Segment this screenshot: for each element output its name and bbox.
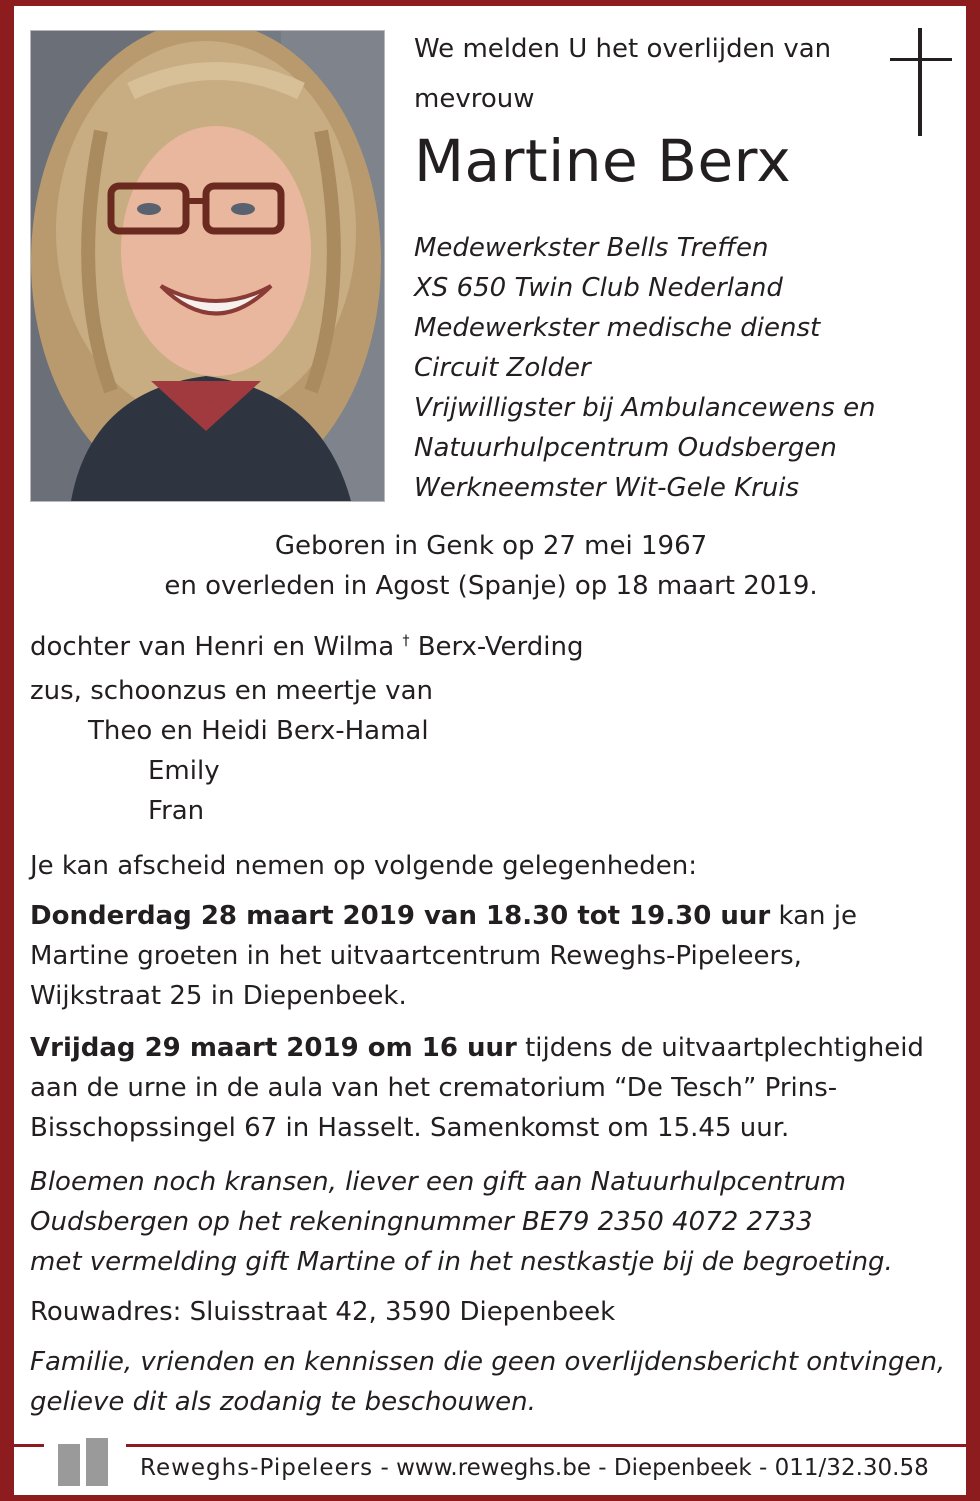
footer-rule-right <box>126 1444 966 1447</box>
farewell-intro: Je kan afscheid nemen op volgende gelegenheden: <box>30 851 697 881</box>
closing-note <box>30 1342 952 1422</box>
footer-separator: - <box>591 1455 614 1481</box>
flowers-line-1: Bloemen noch kransen, liever een gift aan Natuurhulpcentrum <box>30 1167 846 1197</box>
footer-text <box>140 1452 929 1484</box>
closing-line-1: Familie, vrienden en kennissen die geen overlijdensbericht ontvingen, <box>30 1347 946 1377</box>
deceased-mark: † <box>402 633 410 649</box>
roles-list <box>414 228 876 508</box>
role-item: Vrijwilligster bij Ambulancewens en <box>414 393 876 423</box>
event-2-text: tijdens de uitvaartplechtigheid <box>516 1033 924 1063</box>
role-item: Medewerkster medische dienst <box>414 313 821 343</box>
daughter-line <box>30 621 952 667</box>
frame-top <box>0 0 980 6</box>
footer-rule-left <box>14 1444 44 1447</box>
farewell-event-1 <box>30 896 952 1016</box>
role-item: Natuurhulpcentrum Oudsbergen <box>414 433 837 463</box>
footer-city: Diepenbeek <box>613 1455 752 1481</box>
announcement-intro <box>414 24 831 124</box>
pillar-logo-icon <box>58 1438 114 1486</box>
mourning-address: Rouwadres: Sluisstraat 42, 3590 Diepenbeek <box>30 1297 616 1327</box>
birth-line: Geboren in Genk op 27 mei 1967 <box>274 531 708 561</box>
daughter-prefix: dochter van Henri en Wilma <box>30 632 395 662</box>
relative-item: Emily <box>148 756 220 786</box>
intro-line-1: We melden U het overlijden van <box>414 34 832 64</box>
frame-right <box>966 0 980 1501</box>
event-2-line-3: Bisschopssingel 67 in Hasselt. Samenkomst om 15.45 uur. <box>30 1113 790 1143</box>
role-item: Circuit Zolder <box>414 353 591 383</box>
death-line: en overleden in Agost (Spanje) op 18 maart 2019. <box>164 571 818 601</box>
intro-line-2: mevrouw <box>414 84 535 114</box>
flowers-line-3: met vermelding gift Martine of in het nestkastje bij de begroeting. <box>30 1247 893 1277</box>
event-1-datetime: Donderdag 28 maart 2019 van 18.30 tot 19.30 uur <box>30 901 771 931</box>
relative-item: Fran <box>148 796 205 826</box>
portrait-photo <box>30 30 385 502</box>
deceased-name: Martine Berx <box>414 127 792 195</box>
footer-separator: - <box>373 1455 397 1481</box>
role-item: Medewerkster Bells Treffen <box>414 233 769 263</box>
flowers-line-2: Oudsbergen op het rekeningnummer BE79 2350 4072 2733 <box>30 1207 813 1237</box>
sister-line: zus, schoonzus en meertje van <box>30 676 433 706</box>
relative-item: Theo en Heidi Berx-Hamal <box>88 716 429 746</box>
role-item: Werkneemster Wit-Gele Kruis <box>414 473 800 503</box>
event-1-line-3: Wijkstraat 25 in Diepenbeek. <box>30 981 407 1011</box>
event-1-text: kan je <box>770 901 857 931</box>
event-2-datetime: Vrijdag 29 maart 2019 om 16 uur <box>30 1033 517 1063</box>
event-2-line-2: aan de urne in de aula van het crematorium “De Tesch” Prins- <box>30 1073 838 1103</box>
birth-death-dates <box>30 526 952 606</box>
role-item: XS 650 Twin Club Nederland <box>414 273 783 303</box>
event-1-line-2: Martine groeten in het uitvaartcentrum Reweghs-Pipeleers, <box>30 941 802 971</box>
latin-cross-icon <box>890 28 952 136</box>
footer-brand: Reweghs-Pipeleers <box>140 1455 374 1481</box>
funeral-home-footer <box>14 1438 966 1494</box>
relatives-section <box>30 671 952 831</box>
footer-phone: 011/32.30.58 <box>774 1455 929 1481</box>
daughter-suffix: Berx-Verding <box>409 632 584 662</box>
farewell-event-2 <box>30 1028 952 1148</box>
frame-left <box>0 0 14 1501</box>
frame-bottom <box>0 1495 980 1501</box>
closing-line-2: gelieve dit als zodanig te beschouwen. <box>30 1387 536 1417</box>
footer-website[interactable]: www.reweghs.be <box>396 1455 591 1481</box>
footer-separator: - <box>751 1455 775 1481</box>
flowers-note <box>30 1162 952 1282</box>
